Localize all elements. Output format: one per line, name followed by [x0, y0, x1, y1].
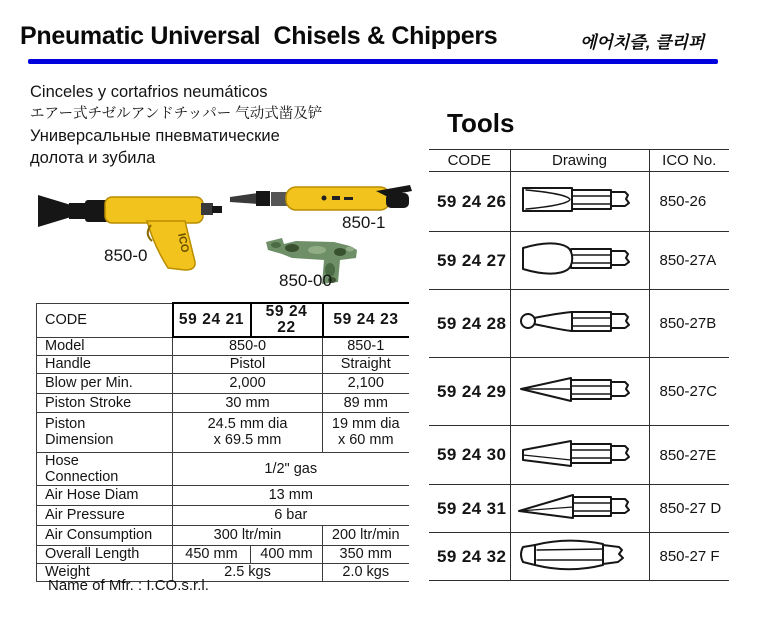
spec-row-label: Model — [37, 337, 173, 355]
spec-value-cell: 2.5 kgs — [173, 563, 323, 581]
tools-column-header: CODE — [429, 150, 510, 172]
spec-row-label: Weight — [37, 563, 173, 581]
intro-text — [30, 81, 322, 169]
tools-row — [429, 426, 729, 485]
tools-row — [429, 172, 729, 232]
spec-row — [37, 303, 409, 337]
spec-value-cell: 2,000 — [173, 373, 323, 393]
product-label-850-1: 850-1 — [342, 213, 386, 232]
spec-value-cell: 850-1 — [323, 337, 409, 355]
tool-code: 59 24 27 — [429, 232, 510, 290]
straight-chipper-image — [228, 183, 415, 217]
tools-row — [429, 358, 729, 426]
tool-code: 59 24 31 — [429, 485, 510, 533]
tool-drawing-cell — [510, 290, 649, 358]
spec-value-cell: 19 mm dia x 60 mm — [323, 412, 409, 452]
intro-line-russian-1: Универсальные пневматические — [30, 127, 280, 145]
spec-value-cell: 350 mm — [323, 545, 409, 563]
manufacturer-note: Name of Mfr. : I.CO.s.r.l. — [48, 577, 209, 594]
spec-row-label: Overall Length — [37, 545, 173, 563]
spec-row — [37, 355, 409, 373]
svg-text:ICO: ICO — [175, 232, 191, 254]
tools-column-header: ICO No. — [649, 150, 729, 172]
spec-row — [37, 545, 409, 563]
tool-code: 59 24 28 — [429, 290, 510, 358]
tool-ico-no: 850-27 F — [649, 533, 729, 581]
tools-column-header: Drawing — [510, 150, 649, 172]
tool-ico-no: 850-27E — [649, 426, 729, 485]
spec-value-cell: 850-0 — [173, 337, 323, 355]
spec-row-label: CODE — [37, 303, 173, 337]
spec-value-cell: 2,100 — [323, 373, 409, 393]
flat-blade-drawing — [515, 432, 645, 474]
spec-row-label: Air Hose Diam — [37, 485, 173, 505]
tool-code: 59 24 29 — [429, 358, 510, 426]
spec-value-cell: 30 mm — [173, 393, 323, 412]
spec-row — [37, 337, 409, 355]
spec-value-cell: 89 mm — [323, 393, 409, 412]
tools-row — [429, 232, 729, 290]
spec-table-body — [37, 303, 409, 581]
tool-drawing-cell — [510, 232, 649, 290]
tool-ico-no: 850-27A — [649, 232, 729, 290]
tool-ico-no: 850-26 — [649, 172, 729, 232]
spec-code-cell: 59 24 21 — [173, 303, 251, 337]
tool-drawing-cell — [510, 485, 649, 533]
spec-code-cell: 59 24 23 — [323, 303, 409, 337]
spec-row-label: Piston Dimension — [37, 412, 173, 452]
spec-value-cell: 2.0 kgs — [323, 563, 409, 581]
tool-code: 59 24 32 — [429, 533, 510, 581]
tools-row — [429, 290, 729, 358]
spec-value-cell: 200 ltr/min — [323, 525, 409, 545]
spec-code-cell: 59 24 22 — [251, 303, 323, 337]
wide-chisel-drawing — [515, 237, 645, 279]
spec-row-label: Handle — [37, 355, 173, 373]
tools-table-body — [429, 150, 729, 581]
tool-drawing-cell — [510, 358, 649, 426]
title-underline — [28, 59, 718, 64]
tool-drawing-cell — [510, 533, 649, 581]
spec-value-cell: 24.5 mm dia x 69.5 mm — [173, 412, 323, 452]
spec-row — [37, 373, 409, 393]
page-title-korean: 에어치즐, 클리퍼 — [580, 33, 705, 52]
scaling-chisel-drawing — [515, 533, 645, 575]
product-photo-850-1 — [228, 183, 415, 222]
tool-code: 59 24 26 — [429, 172, 510, 232]
spec-row-label: Hose Connection — [37, 452, 173, 485]
tool-code: 59 24 30 — [429, 426, 510, 485]
tool-ico-no: 850-27B — [649, 290, 729, 358]
spec-row-label: Piston Stroke — [37, 393, 173, 412]
spec-row — [37, 525, 409, 545]
tools-row — [429, 485, 729, 533]
spec-value-cell: 300 ltr/min — [173, 525, 323, 545]
tools-table — [429, 149, 729, 581]
spec-row-label: Air Pressure — [37, 505, 173, 525]
intro-line-japanese-chinese: エアー式チゼルアンドチッパー 气动式凿及铲 — [30, 106, 323, 122]
tools-header-row — [429, 150, 729, 172]
round-head-chisel-drawing — [515, 300, 645, 342]
spec-row — [37, 452, 409, 485]
spec-row — [37, 393, 409, 412]
spec-value-cell: 6 bar — [173, 505, 409, 525]
product-label-850-00: 850-00 — [279, 271, 332, 290]
product-label-850-0: 850-0 — [104, 246, 148, 265]
spec-row — [37, 505, 409, 525]
spec-value-cell: 1/2" gas — [173, 452, 409, 485]
spec-value-cell: Pistol — [173, 355, 323, 373]
spec-row — [37, 412, 409, 452]
intro-line-spanish: Cinceles y cortafrios neumáticos — [30, 83, 268, 101]
flat-chisel-drawing — [515, 178, 645, 220]
moil-point-drawing — [515, 368, 645, 410]
spec-value-cell: Straight — [323, 355, 409, 373]
spec-value-cell: 400 mm — [251, 545, 323, 563]
spec-row-label: Air Consumption — [37, 525, 173, 545]
spec-row-label: Blow per Min. — [37, 373, 173, 393]
tool-drawing-cell — [510, 172, 649, 232]
tool-drawing-cell — [510, 426, 649, 485]
tool-ico-no: 850-27C — [649, 358, 729, 426]
spec-table — [36, 302, 409, 582]
tools-title: Tools — [447, 108, 515, 138]
tools-row — [429, 533, 729, 581]
page-title: Pneumatic Universal Chisels & Chippers — [20, 22, 498, 50]
spec-value-cell: 13 mm — [173, 485, 409, 505]
spec-row — [37, 485, 409, 505]
spec-value-cell: 450 mm — [173, 545, 251, 563]
intro-line-russian-2: долота и зубила — [30, 149, 156, 167]
long-taper-blade-drawing — [515, 485, 645, 527]
tool-ico-no: 850-27 D — [649, 485, 729, 533]
